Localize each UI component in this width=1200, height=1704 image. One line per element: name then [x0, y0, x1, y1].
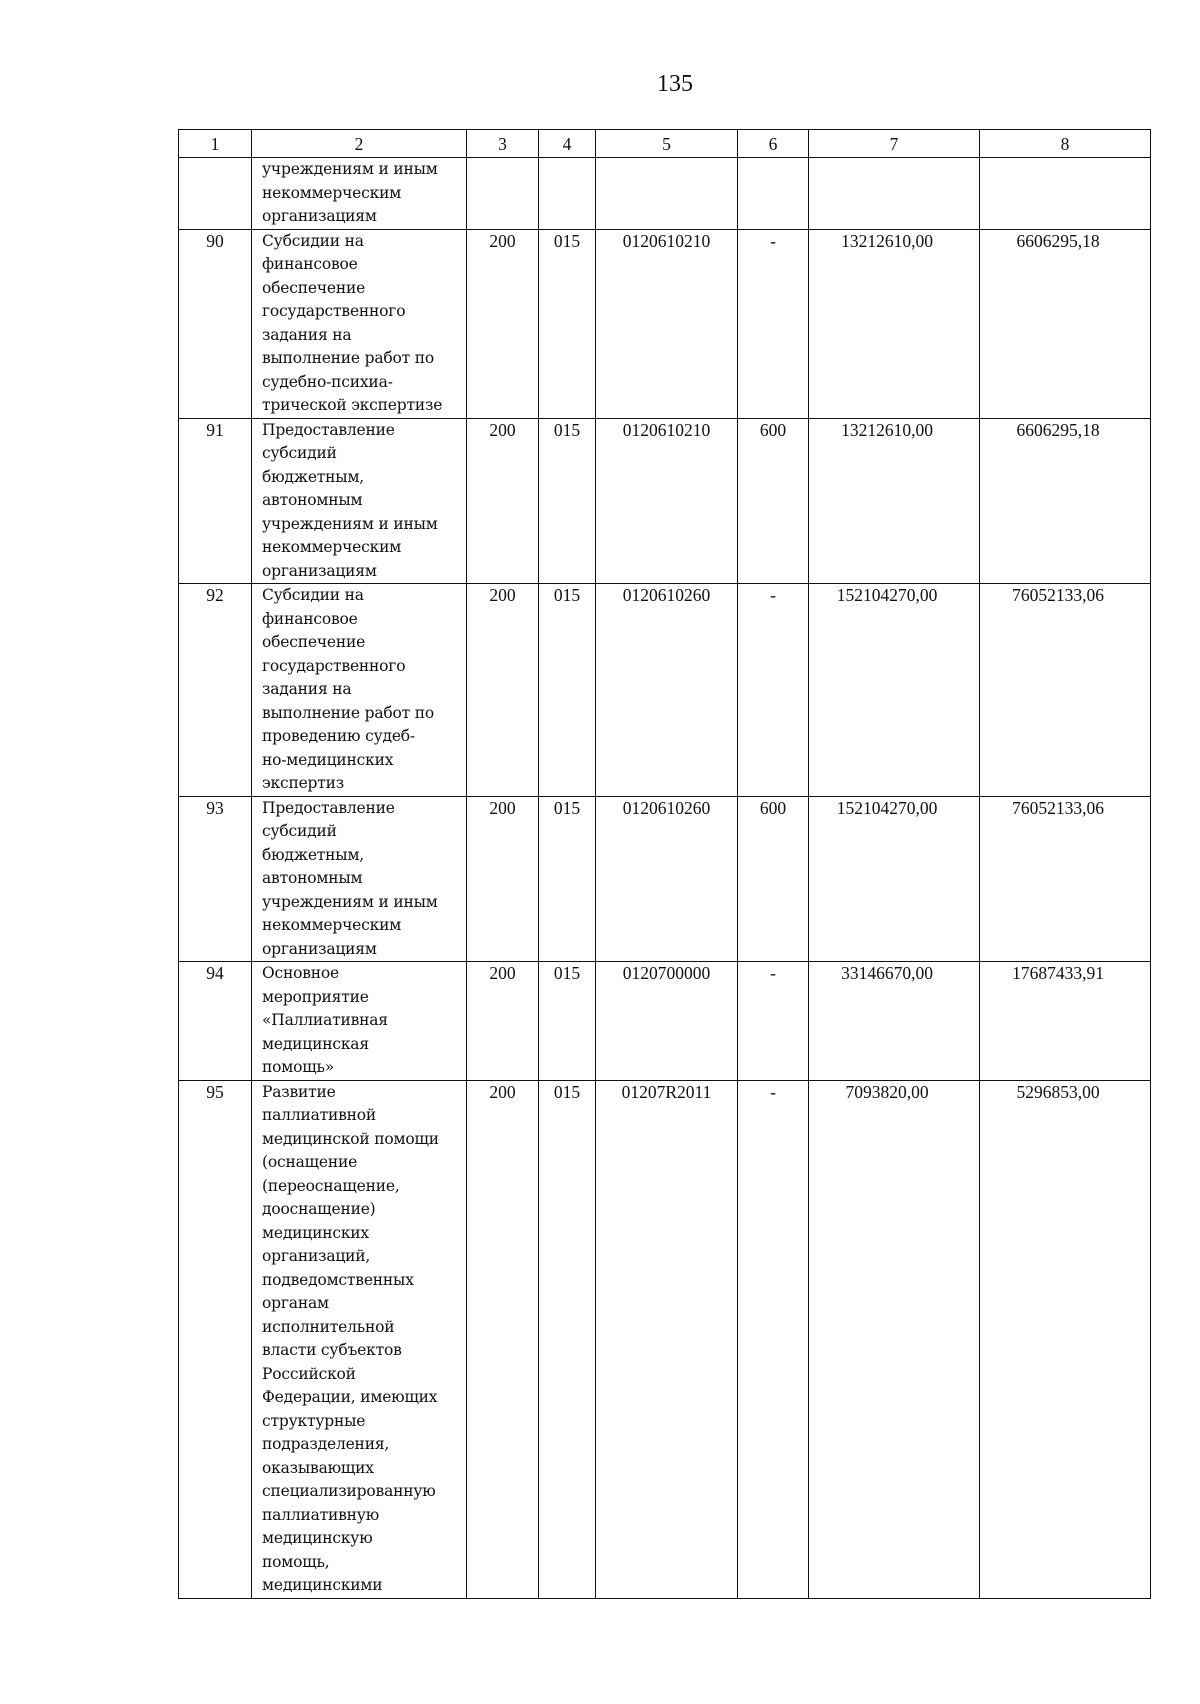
description-line: Предоставление: [262, 798, 395, 817]
code-200-cell: 200: [467, 1080, 539, 1598]
executed-amount-cell: 5296853,00: [980, 1080, 1151, 1598]
description-line: но-медицинских: [262, 750, 394, 769]
description-cell: [252, 418, 467, 584]
description-line: трической экспертизе: [262, 396, 443, 414]
executed-amount-cell: [980, 158, 1151, 230]
description-line: медицинскую: [262, 1529, 373, 1547]
description-line: мероприятие: [262, 987, 369, 1006]
description-line: помощь,: [262, 1552, 330, 1571]
description-line: Субсидии на: [262, 231, 364, 250]
row-number-cell: 95: [179, 1080, 252, 1598]
description-line: некоммерческим: [262, 916, 402, 934]
description-line: Предоставление: [262, 420, 395, 439]
description-line: судебно-психиа-: [262, 372, 393, 391]
executed-amount-cell: 76052133,06: [980, 584, 1151, 797]
executed-amount-cell: 6606295,18: [980, 229, 1151, 418]
approved-amount-cell: 152104270,00: [809, 796, 980, 962]
description-line: паллиативную: [262, 1505, 380, 1524]
description-line: Основное: [262, 964, 340, 982]
description-line: государственного: [262, 302, 406, 320]
description-line: медицинскими: [262, 1576, 383, 1594]
row-number-cell: 90: [179, 229, 252, 418]
row-number-cell: [179, 158, 252, 230]
header-row: [179, 130, 1151, 158]
target-article-cell: 01207R2011: [596, 1080, 738, 1598]
row-number-cell: 91: [179, 418, 252, 584]
description-line: выполнение работ по: [262, 703, 435, 722]
executed-amount-cell: 6606295,18: [980, 418, 1151, 584]
description-line: учреждениям и иным: [262, 160, 438, 178]
target-article-cell: 0120610260: [596, 796, 738, 962]
code-200-cell: 200: [467, 584, 539, 797]
approved-amount-cell: 152104270,00: [809, 584, 980, 797]
header-cell-5: 5: [596, 130, 738, 158]
target-article-cell: 0120610260: [596, 584, 738, 797]
code-015-cell: [539, 158, 596, 230]
table-body: [179, 158, 1151, 1599]
description-line: «Паллиативная: [262, 1011, 388, 1029]
description-line: подразделения,: [262, 1435, 390, 1453]
description-line: Субсидии на: [262, 586, 364, 604]
row-number-cell: 93: [179, 796, 252, 962]
description-line: органам: [262, 1294, 329, 1312]
executed-amount-cell: 76052133,06: [980, 796, 1151, 962]
description-line: субсидий: [262, 822, 337, 840]
description-line: автономным: [262, 491, 363, 509]
description-line: автономным: [262, 869, 363, 887]
description-line: задания на: [262, 680, 352, 698]
header-cell-4: 4: [539, 130, 596, 158]
code-200-cell: 200: [467, 229, 539, 418]
code-200-cell: 200: [467, 418, 539, 584]
header-cell-3: 3: [467, 130, 539, 158]
description-line: учреждениям и иным: [262, 892, 438, 911]
expense-type-cell: -: [738, 1080, 809, 1598]
row-number-cell: 94: [179, 962, 252, 1081]
expense-type-cell: -: [738, 584, 809, 797]
target-article-cell: 0120610210: [596, 418, 738, 584]
description-line: специализированную: [262, 1482, 436, 1500]
table-header: [179, 130, 1151, 158]
description-cell: [252, 158, 467, 230]
header-cell-8: 8: [980, 130, 1151, 158]
code-015-cell: 015: [539, 584, 596, 797]
description-line: организациям: [262, 561, 377, 580]
executed-amount-cell: 17687433,91: [980, 962, 1151, 1081]
table-row: [179, 158, 1151, 230]
approved-amount-cell: 13212610,00: [809, 229, 980, 418]
description-line: обеспечение: [262, 633, 366, 651]
description-line: бюджетным,: [262, 845, 365, 864]
target-article-cell: 0120610210: [596, 229, 738, 418]
description-cell: [252, 229, 467, 418]
description-line: паллиативной: [262, 1106, 377, 1124]
description-line: медицинская: [262, 1034, 369, 1053]
description-cell: [252, 962, 467, 1081]
description-cell: [252, 1080, 467, 1598]
description-line: медицинской помощи: [262, 1129, 439, 1148]
code-200-cell: 200: [467, 962, 539, 1081]
description-line: дооснащение): [262, 1200, 376, 1218]
expense-type-cell: -: [738, 229, 809, 418]
description-line: бюджетным,: [262, 467, 365, 486]
code-015-cell: 015: [539, 796, 596, 962]
header-cell-1: 1: [179, 130, 252, 158]
description-line: Федерации, имеющих: [262, 1388, 438, 1406]
row-number-cell: 92: [179, 584, 252, 797]
description-line: экспертиз: [262, 774, 345, 792]
table-row: [179, 229, 1151, 418]
table-row: [179, 962, 1151, 1081]
budget-table: [178, 129, 1151, 1599]
expense-type-cell: [738, 158, 809, 230]
header-cell-6: 6: [738, 130, 809, 158]
description-cell: [252, 796, 467, 962]
code-200-cell: [467, 158, 539, 230]
header-cell-7: 7: [809, 130, 980, 158]
description-line: медицинских: [262, 1223, 369, 1242]
description-line: государственного: [262, 656, 406, 675]
code-200-cell: 200: [467, 796, 539, 962]
description-line: Развитие: [262, 1082, 336, 1101]
code-015-cell: 015: [539, 1080, 596, 1598]
description-line: обеспечение: [262, 278, 366, 297]
approved-amount-cell: 13212610,00: [809, 418, 980, 584]
description-line: помощь»: [262, 1058, 334, 1076]
description-line: структурные: [262, 1411, 366, 1430]
description-line: финансовое: [262, 609, 358, 628]
table-row: [179, 418, 1151, 584]
target-article-cell: [596, 158, 738, 230]
description-line: проведению судеб-: [262, 727, 415, 745]
description-line: организациям: [262, 939, 377, 958]
description-line: задания на: [262, 325, 352, 344]
description-line: (оснащение: [262, 1153, 358, 1171]
description-line: исполнительной: [262, 1317, 395, 1336]
target-article-cell: 0120700000: [596, 962, 738, 1081]
table-row: [179, 584, 1151, 797]
description-cell: [252, 584, 467, 797]
description-line: Российской: [262, 1364, 356, 1383]
code-015-cell: 015: [539, 962, 596, 1081]
page-number: 135: [657, 71, 693, 97]
approved-amount-cell: 7093820,00: [809, 1080, 980, 1598]
description-line: организациям: [262, 207, 377, 225]
description-line: власти субъектов: [262, 1341, 402, 1359]
code-015-cell: 015: [539, 229, 596, 418]
approved-amount-cell: [809, 158, 980, 230]
description-line: субсидий: [262, 444, 337, 462]
expense-type-cell: 600: [738, 418, 809, 584]
expense-type-cell: 600: [738, 796, 809, 962]
description-line: подведомственных: [262, 1270, 414, 1289]
expense-type-cell: -: [738, 962, 809, 1081]
description-line: некоммерческим: [262, 538, 402, 556]
description-line: организаций,: [262, 1247, 371, 1265]
description-line: учреждениям и иным: [262, 514, 438, 533]
description-line: выполнение работ по: [262, 349, 435, 367]
description-line: финансовое: [262, 255, 358, 273]
table-row: [179, 1080, 1151, 1598]
header-cell-2: 2: [252, 130, 467, 158]
code-015-cell: 015: [539, 418, 596, 584]
description-line: некоммерческим: [262, 183, 402, 202]
description-line: (переоснащение,: [262, 1176, 400, 1195]
approved-amount-cell: 33146670,00: [809, 962, 980, 1081]
description-line: оказывающих: [262, 1458, 374, 1477]
table-row: [179, 796, 1151, 962]
